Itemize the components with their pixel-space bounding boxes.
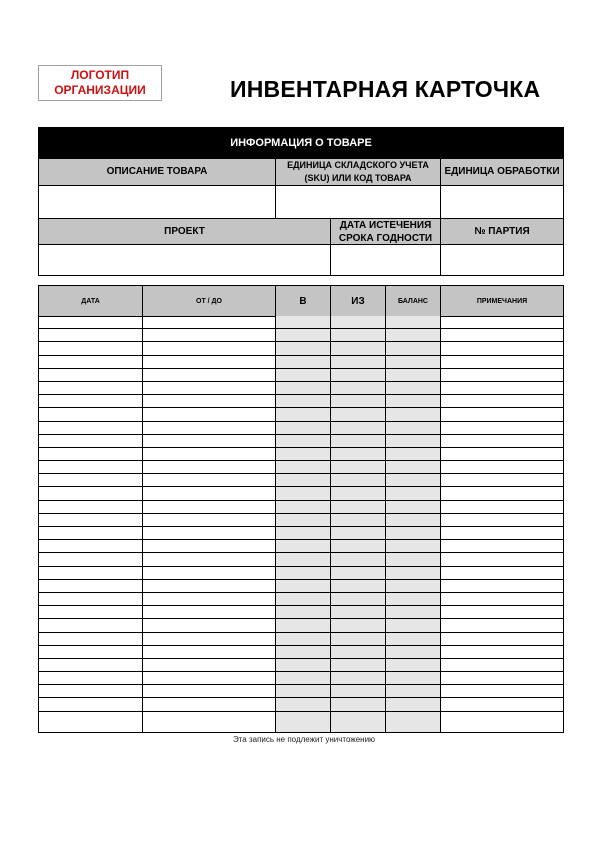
sku-label-line-1: ЕДИНИЦА СКЛАДСКОГО УЧЕТА (287, 159, 429, 170)
info-divider (440, 158, 441, 218)
table-row[interactable] (39, 316, 563, 329)
table-row[interactable] (39, 659, 563, 672)
processing-unit-field[interactable] (441, 186, 563, 218)
table-row[interactable] (39, 514, 563, 527)
log-column-divider (330, 286, 331, 732)
info-divider (39, 218, 563, 219)
sku-label (276, 158, 440, 185)
table-row[interactable] (39, 422, 563, 435)
info-divider (39, 244, 563, 245)
logo-line-2: ОРГАНИЗАЦИИ (54, 83, 146, 97)
product-info-section (38, 127, 564, 276)
table-row[interactable] (39, 567, 563, 580)
log-column-divider (275, 286, 276, 732)
table-row[interactable] (39, 474, 563, 487)
table-row[interactable] (39, 580, 563, 593)
table-row[interactable] (39, 633, 563, 646)
column-header-notes: ПРИМЕЧАНИЯ (476, 297, 528, 305)
inventory-log-table (38, 285, 564, 733)
logo-line-1: ЛОГОТИП (70, 68, 130, 82)
table-row[interactable] (39, 672, 563, 685)
info-divider (275, 158, 276, 218)
table-row[interactable] (39, 712, 563, 725)
table-row[interactable] (39, 685, 563, 698)
project-field[interactable] (39, 245, 330, 275)
info-divider (440, 218, 441, 275)
table-row[interactable] (39, 619, 563, 632)
expiry-date-label (331, 219, 440, 244)
batch-number-label: № ПАРТИЯ (441, 219, 563, 244)
sku-label-line-2: (SKU) ИЛИ КОД ТОВАРА (304, 172, 412, 183)
page-title: ИНВЕНТАРНАЯ КАРТОЧКА (230, 76, 541, 102)
log-header-row (39, 286, 563, 316)
info-divider (39, 185, 563, 186)
table-row[interactable] (39, 329, 563, 342)
column-header-in: В (299, 295, 307, 307)
organization-logo-placeholder (38, 65, 162, 101)
log-rows (39, 316, 563, 725)
column-header-balance: БАЛАНС (398, 297, 428, 305)
table-row[interactable] (39, 461, 563, 474)
table-row[interactable] (39, 369, 563, 382)
table-row[interactable] (39, 553, 563, 566)
product-description-label: ОПИСАНИЕ ТОВАРА (39, 158, 275, 185)
log-column-divider (385, 286, 386, 732)
processing-unit-label: ЕДИНИЦА ОБРАБОТКИ (441, 158, 563, 185)
table-row[interactable] (39, 646, 563, 659)
table-row[interactable] (39, 435, 563, 448)
product-description-field[interactable] (39, 186, 275, 218)
footer-note: Эта запись не подлежит уничтожению (232, 735, 376, 744)
log-column-divider (142, 286, 143, 732)
table-row[interactable] (39, 501, 563, 514)
table-row[interactable] (39, 698, 563, 711)
info-divider (330, 218, 331, 275)
project-label: ПРОЕКТ (39, 219, 330, 244)
table-row[interactable] (39, 395, 563, 408)
expiry-date-field[interactable] (331, 245, 440, 275)
column-header-out: ИЗ (351, 295, 365, 307)
column-header-date: ДАТА (81, 297, 100, 305)
table-row[interactable] (39, 487, 563, 500)
info-divider (39, 158, 563, 159)
table-row[interactable] (39, 382, 563, 395)
expiry-label-line-2: СРОКА ГОДНОСТИ (338, 232, 433, 244)
table-row[interactable] (39, 593, 563, 606)
batch-number-field[interactable] (441, 245, 563, 275)
table-row[interactable] (39, 408, 563, 421)
column-header-from-to: ОТ / ДО (196, 297, 222, 305)
table-row[interactable] (39, 540, 563, 553)
log-column-divider (440, 286, 441, 732)
table-row[interactable] (39, 342, 563, 355)
table-row[interactable] (39, 356, 563, 369)
table-row[interactable] (39, 448, 563, 461)
product-info-header: ИНФОРМАЦИЯ О ТОВАРЕ (39, 128, 563, 158)
table-row[interactable] (39, 606, 563, 619)
sku-field[interactable] (276, 186, 440, 218)
expiry-label-line-1: ДАТА ИСТЕЧЕНИЯ (339, 219, 432, 231)
table-row[interactable] (39, 527, 563, 540)
